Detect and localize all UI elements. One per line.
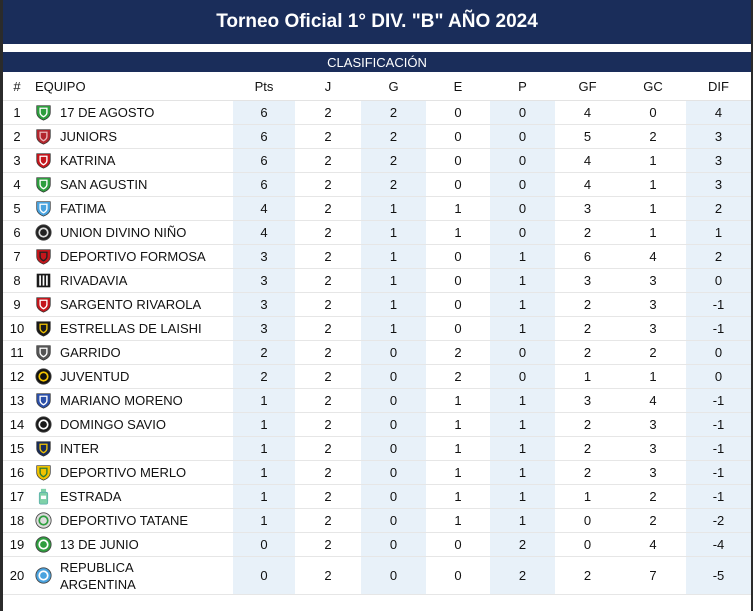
pts-cell: 1 xyxy=(233,461,295,485)
position-cell: 6 xyxy=(3,221,31,245)
team-cell[interactable] xyxy=(31,101,233,125)
team-crest-icon xyxy=(35,176,52,193)
col-header-e[interactable]: E xyxy=(426,72,490,101)
goals-against-cell: 2 xyxy=(620,125,686,149)
pts-cell: 4 xyxy=(233,197,295,221)
goal-diff-cell: -5 xyxy=(686,557,751,595)
col-header-gf[interactable]: GF xyxy=(555,72,620,101)
table-row[interactable] xyxy=(3,173,751,197)
played-cell: 2 xyxy=(295,485,361,509)
goals-for-cell: 2 xyxy=(555,557,620,595)
team-crest-icon xyxy=(35,128,52,145)
team-cell[interactable] xyxy=(31,557,233,595)
table-row[interactable] xyxy=(3,149,751,173)
team-cell[interactable] xyxy=(31,149,233,173)
goal-diff-cell: 3 xyxy=(686,173,751,197)
lost-cell: 1 xyxy=(490,245,555,269)
table-row[interactable] xyxy=(3,245,751,269)
team-cell[interactable] xyxy=(31,461,233,485)
drawn-cell: 1 xyxy=(426,509,490,533)
team-crest-icon xyxy=(35,224,52,241)
won-cell: 1 xyxy=(361,269,426,293)
won-cell: 0 xyxy=(361,389,426,413)
table-row[interactable] xyxy=(3,533,751,557)
lost-cell: 0 xyxy=(490,125,555,149)
won-cell: 1 xyxy=(361,221,426,245)
pts-cell: 3 xyxy=(233,293,295,317)
played-cell: 2 xyxy=(295,341,361,365)
drawn-cell: 0 xyxy=(426,557,490,595)
played-cell: 2 xyxy=(295,245,361,269)
team-crest-icon xyxy=(35,248,52,265)
lost-cell: 2 xyxy=(490,557,555,595)
standings-panel xyxy=(3,0,751,611)
team-cell[interactable] xyxy=(31,221,233,245)
goals-for-cell: 2 xyxy=(555,437,620,461)
played-cell: 2 xyxy=(295,317,361,341)
lost-cell: 1 xyxy=(490,509,555,533)
table-row[interactable] xyxy=(3,365,751,389)
pts-cell: 0 xyxy=(233,557,295,595)
goals-against-cell: 3 xyxy=(620,413,686,437)
goals-against-cell: 3 xyxy=(620,293,686,317)
team-name[interactable]: DEPORTIVO MERLO xyxy=(60,465,187,480)
pts-cell: 3 xyxy=(233,245,295,269)
lost-cell: 1 xyxy=(490,293,555,317)
team-crest-icon xyxy=(35,488,52,505)
pts-cell: 2 xyxy=(233,341,295,365)
col-header-pos: # xyxy=(3,72,31,101)
team-cell[interactable] xyxy=(31,197,233,221)
goals-against-cell: 4 xyxy=(620,389,686,413)
played-cell: 2 xyxy=(295,437,361,461)
lost-cell: 1 xyxy=(490,437,555,461)
pts-cell: 3 xyxy=(233,269,295,293)
drawn-cell: 1 xyxy=(426,197,490,221)
team-crest-icon xyxy=(35,464,52,481)
goal-diff-cell: -1 xyxy=(686,437,751,461)
goals-against-cell: 4 xyxy=(620,245,686,269)
position-cell: 1 xyxy=(3,101,31,125)
drawn-cell: 1 xyxy=(426,389,490,413)
goal-diff-cell: 0 xyxy=(686,365,751,389)
pts-cell: 3 xyxy=(233,317,295,341)
pts-cell: 1 xyxy=(233,389,295,413)
team-crest-icon xyxy=(35,567,52,584)
pts-cell: 1 xyxy=(233,437,295,461)
goals-for-cell: 6 xyxy=(555,245,620,269)
team-name[interactable]: DEPORTIVO FORMOSA xyxy=(60,249,206,264)
position-cell: 15 xyxy=(3,437,31,461)
played-cell: 2 xyxy=(295,533,361,557)
pts-cell: 1 xyxy=(233,509,295,533)
goals-for-cell: 2 xyxy=(555,461,620,485)
team-crest-icon xyxy=(35,416,52,433)
played-cell: 2 xyxy=(295,557,361,595)
played-cell: 2 xyxy=(295,221,361,245)
standings-table xyxy=(3,72,751,595)
drawn-cell: 2 xyxy=(426,341,490,365)
played-cell: 2 xyxy=(295,125,361,149)
col-header-p[interactable]: P xyxy=(490,72,555,101)
won-cell: 1 xyxy=(361,197,426,221)
lost-cell: 0 xyxy=(490,173,555,197)
drawn-cell: 0 xyxy=(426,269,490,293)
team-cell[interactable] xyxy=(31,389,233,413)
team-name[interactable]: DOMINGO SAVIO xyxy=(60,417,166,432)
won-cell: 0 xyxy=(361,413,426,437)
goals-for-cell: 0 xyxy=(555,533,620,557)
goals-for-cell: 1 xyxy=(555,485,620,509)
goal-diff-cell: -1 xyxy=(686,389,751,413)
played-cell: 2 xyxy=(295,197,361,221)
col-header-dif[interactable]: DIF xyxy=(686,72,751,101)
goals-against-cell: 3 xyxy=(620,437,686,461)
drawn-cell: 0 xyxy=(426,149,490,173)
drawn-cell: 1 xyxy=(426,485,490,509)
tournament-title: Torneo Oficial 1° DIV. "B" AÑO 2024 xyxy=(3,0,751,44)
pts-cell: 1 xyxy=(233,413,295,437)
lost-cell: 0 xyxy=(490,197,555,221)
team-cell[interactable] xyxy=(31,413,233,437)
team-crest-icon xyxy=(35,272,52,289)
won-cell: 2 xyxy=(361,101,426,125)
col-header-g[interactable]: G xyxy=(361,72,426,101)
team-name[interactable]: INTER xyxy=(60,441,99,456)
lost-cell: 1 xyxy=(490,461,555,485)
won-cell: 0 xyxy=(361,557,426,595)
goals-against-cell: 3 xyxy=(620,269,686,293)
team-crest-icon xyxy=(35,368,52,385)
goal-diff-cell: -1 xyxy=(686,293,751,317)
team-name[interactable]: ESTRADA xyxy=(60,489,122,504)
team-crest-icon xyxy=(35,440,52,457)
won-cell: 1 xyxy=(361,293,426,317)
drawn-cell: 1 xyxy=(426,413,490,437)
position-cell: 18 xyxy=(3,509,31,533)
position-cell: 13 xyxy=(3,389,31,413)
pts-cell: 6 xyxy=(233,101,295,125)
team-name[interactable]: 17 DE AGOSTO xyxy=(60,105,155,120)
team-crest-icon xyxy=(35,344,52,361)
played-cell: 2 xyxy=(295,149,361,173)
team-cell[interactable] xyxy=(31,245,233,269)
goals-against-cell: 3 xyxy=(620,461,686,485)
goal-diff-cell: -1 xyxy=(686,317,751,341)
goals-against-cell: 7 xyxy=(620,557,686,595)
goal-diff-cell: 0 xyxy=(686,341,751,365)
won-cell: 0 xyxy=(361,533,426,557)
drawn-cell: 2 xyxy=(426,365,490,389)
goals-for-cell: 3 xyxy=(555,197,620,221)
table-row[interactable] xyxy=(3,293,751,317)
team-crest-icon xyxy=(35,536,52,553)
team-cell[interactable] xyxy=(31,437,233,461)
position-cell: 2 xyxy=(3,125,31,149)
lost-cell: 0 xyxy=(490,365,555,389)
team-cell[interactable] xyxy=(31,533,233,557)
position-cell: 5 xyxy=(3,197,31,221)
goal-diff-cell: 2 xyxy=(686,245,751,269)
won-cell: 2 xyxy=(361,149,426,173)
goals-against-cell: 3 xyxy=(620,317,686,341)
position-cell: 14 xyxy=(3,413,31,437)
drawn-cell: 0 xyxy=(426,293,490,317)
team-name[interactable]: GARRIDO xyxy=(60,345,121,360)
goals-for-cell: 4 xyxy=(555,149,620,173)
pts-cell: 1 xyxy=(233,485,295,509)
drawn-cell: 0 xyxy=(426,173,490,197)
drawn-cell: 0 xyxy=(426,101,490,125)
team-cell[interactable] xyxy=(31,509,233,533)
played-cell: 2 xyxy=(295,509,361,533)
team-cell[interactable] xyxy=(31,125,233,149)
goals-for-cell: 2 xyxy=(555,293,620,317)
team-crest-icon xyxy=(35,512,52,529)
won-cell: 0 xyxy=(361,461,426,485)
table-row[interactable] xyxy=(3,197,751,221)
table-row[interactable] xyxy=(3,485,751,509)
col-header-team: EQUIPO xyxy=(31,72,233,101)
goal-diff-cell: -1 xyxy=(686,461,751,485)
won-cell: 0 xyxy=(361,485,426,509)
team-cell[interactable] xyxy=(31,317,233,341)
position-cell: 20 xyxy=(3,557,31,595)
lost-cell: 1 xyxy=(490,389,555,413)
goals-against-cell: 2 xyxy=(620,341,686,365)
won-cell: 1 xyxy=(361,245,426,269)
lost-cell: 1 xyxy=(490,269,555,293)
drawn-cell: 0 xyxy=(426,533,490,557)
goals-for-cell: 2 xyxy=(555,317,620,341)
goals-against-cell: 4 xyxy=(620,533,686,557)
position-cell: 17 xyxy=(3,485,31,509)
played-cell: 2 xyxy=(295,365,361,389)
played-cell: 2 xyxy=(295,269,361,293)
drawn-cell: 0 xyxy=(426,317,490,341)
team-name[interactable]: JUNIORS xyxy=(60,129,118,144)
table-header-row xyxy=(3,72,751,101)
table-row[interactable] xyxy=(3,341,751,365)
lost-cell: 1 xyxy=(490,413,555,437)
played-cell: 2 xyxy=(295,101,361,125)
goals-for-cell: 0 xyxy=(555,509,620,533)
position-cell: 19 xyxy=(3,533,31,557)
position-cell: 9 xyxy=(3,293,31,317)
goals-against-cell: 1 xyxy=(620,197,686,221)
goals-against-cell: 0 xyxy=(620,101,686,125)
goal-diff-cell: 1 xyxy=(686,221,751,245)
goal-diff-cell: -1 xyxy=(686,413,751,437)
goals-for-cell: 2 xyxy=(555,413,620,437)
pts-cell: 2 xyxy=(233,365,295,389)
goals-for-cell: 3 xyxy=(555,389,620,413)
team-name[interactable]: REPUBLICA ARGENTINA xyxy=(60,559,136,592)
won-cell: 0 xyxy=(361,365,426,389)
position-cell: 3 xyxy=(3,149,31,173)
table-row[interactable] xyxy=(3,557,751,595)
goals-for-cell: 2 xyxy=(555,221,620,245)
pts-cell: 6 xyxy=(233,173,295,197)
col-header-pts[interactable]: Pts xyxy=(233,72,295,101)
team-name[interactable]: RIVADAVIA xyxy=(60,273,128,288)
team-cell[interactable] xyxy=(31,173,233,197)
team-cell[interactable] xyxy=(31,365,233,389)
col-header-gc[interactable]: GC xyxy=(620,72,686,101)
pts-cell: 0 xyxy=(233,533,295,557)
lost-cell: 1 xyxy=(490,485,555,509)
won-cell: 2 xyxy=(361,173,426,197)
goal-diff-cell: -4 xyxy=(686,533,751,557)
position-cell: 8 xyxy=(3,269,31,293)
team-name[interactable]: FATIMA xyxy=(60,201,106,216)
won-cell: 0 xyxy=(361,437,426,461)
goals-against-cell: 1 xyxy=(620,149,686,173)
goals-for-cell: 1 xyxy=(555,365,620,389)
lost-cell: 0 xyxy=(490,341,555,365)
table-row[interactable] xyxy=(3,413,751,437)
team-name[interactable]: SARGENTO RIVAROLA xyxy=(60,297,202,312)
position-cell: 7 xyxy=(3,245,31,269)
team-crest-icon xyxy=(35,296,52,313)
table-row[interactable] xyxy=(3,317,751,341)
goal-diff-cell: 0 xyxy=(686,269,751,293)
team-cell[interactable] xyxy=(31,269,233,293)
team-crest-icon xyxy=(35,200,52,217)
position-cell: 4 xyxy=(3,173,31,197)
lost-cell: 2 xyxy=(490,533,555,557)
goals-for-cell: 4 xyxy=(555,101,620,125)
goals-for-cell: 4 xyxy=(555,173,620,197)
goal-diff-cell: -1 xyxy=(686,485,751,509)
team-name[interactable]: KATRINA xyxy=(60,153,116,168)
team-cell[interactable] xyxy=(31,293,233,317)
lost-cell: 0 xyxy=(490,221,555,245)
table-row[interactable] xyxy=(3,437,751,461)
won-cell: 2 xyxy=(361,125,426,149)
goals-against-cell: 1 xyxy=(620,221,686,245)
team-name[interactable]: UNION DIVINO NIÑO xyxy=(60,225,187,240)
position-cell: 12 xyxy=(3,365,31,389)
goals-for-cell: 3 xyxy=(555,269,620,293)
won-cell: 0 xyxy=(361,341,426,365)
played-cell: 2 xyxy=(295,413,361,437)
goal-diff-cell: 3 xyxy=(686,149,751,173)
played-cell: 2 xyxy=(295,389,361,413)
goal-diff-cell: 3 xyxy=(686,125,751,149)
pts-cell: 6 xyxy=(233,125,295,149)
team-cell[interactable] xyxy=(31,485,233,509)
section-subtitle: CLASIFICACIÓN xyxy=(3,52,751,72)
lost-cell: 1 xyxy=(490,317,555,341)
goals-for-cell: 2 xyxy=(555,341,620,365)
drawn-cell: 1 xyxy=(426,437,490,461)
goals-against-cell: 1 xyxy=(620,173,686,197)
drawn-cell: 1 xyxy=(426,461,490,485)
table-row[interactable] xyxy=(3,461,751,485)
goals-for-cell: 5 xyxy=(555,125,620,149)
played-cell: 2 xyxy=(295,293,361,317)
team-name[interactable]: MARIANO MORENO xyxy=(60,393,183,408)
lost-cell: 0 xyxy=(490,149,555,173)
position-cell: 10 xyxy=(3,317,31,341)
table-row[interactable] xyxy=(3,269,751,293)
position-cell: 16 xyxy=(3,461,31,485)
drawn-cell: 1 xyxy=(426,221,490,245)
team-crest-icon xyxy=(35,392,52,409)
team-name[interactable]: JUVENTUD xyxy=(60,369,130,384)
team-crest-icon xyxy=(35,320,52,337)
team-name[interactable]: ESTRELLAS DE LAISHI xyxy=(60,321,202,336)
team-crest-icon xyxy=(35,152,52,169)
team-name[interactable]: SAN AGUSTIN xyxy=(60,177,148,192)
drawn-cell: 0 xyxy=(426,245,490,269)
pts-cell: 4 xyxy=(233,221,295,245)
team-name[interactable]: 13 DE JUNIO xyxy=(60,537,139,552)
team-name[interactable]: DEPORTIVO TATANE xyxy=(60,513,189,528)
lost-cell: 0 xyxy=(490,101,555,125)
played-cell: 2 xyxy=(295,461,361,485)
won-cell: 1 xyxy=(361,317,426,341)
played-cell: 2 xyxy=(295,173,361,197)
table-row[interactable] xyxy=(3,509,751,533)
goal-diff-cell: -2 xyxy=(686,509,751,533)
goals-against-cell: 2 xyxy=(620,485,686,509)
position-cell: 11 xyxy=(3,341,31,365)
table-row[interactable] xyxy=(3,101,751,125)
won-cell: 0 xyxy=(361,509,426,533)
pts-cell: 6 xyxy=(233,149,295,173)
table-row[interactable] xyxy=(3,221,751,245)
team-crest-icon xyxy=(35,104,52,121)
goals-against-cell: 1 xyxy=(620,365,686,389)
drawn-cell: 0 xyxy=(426,125,490,149)
table-row[interactable] xyxy=(3,125,751,149)
goal-diff-cell: 2 xyxy=(686,197,751,221)
goal-diff-cell: 4 xyxy=(686,101,751,125)
table-row[interactable] xyxy=(3,389,751,413)
col-header-j[interactable]: J xyxy=(295,72,361,101)
goals-against-cell: 2 xyxy=(620,509,686,533)
team-cell[interactable] xyxy=(31,341,233,365)
